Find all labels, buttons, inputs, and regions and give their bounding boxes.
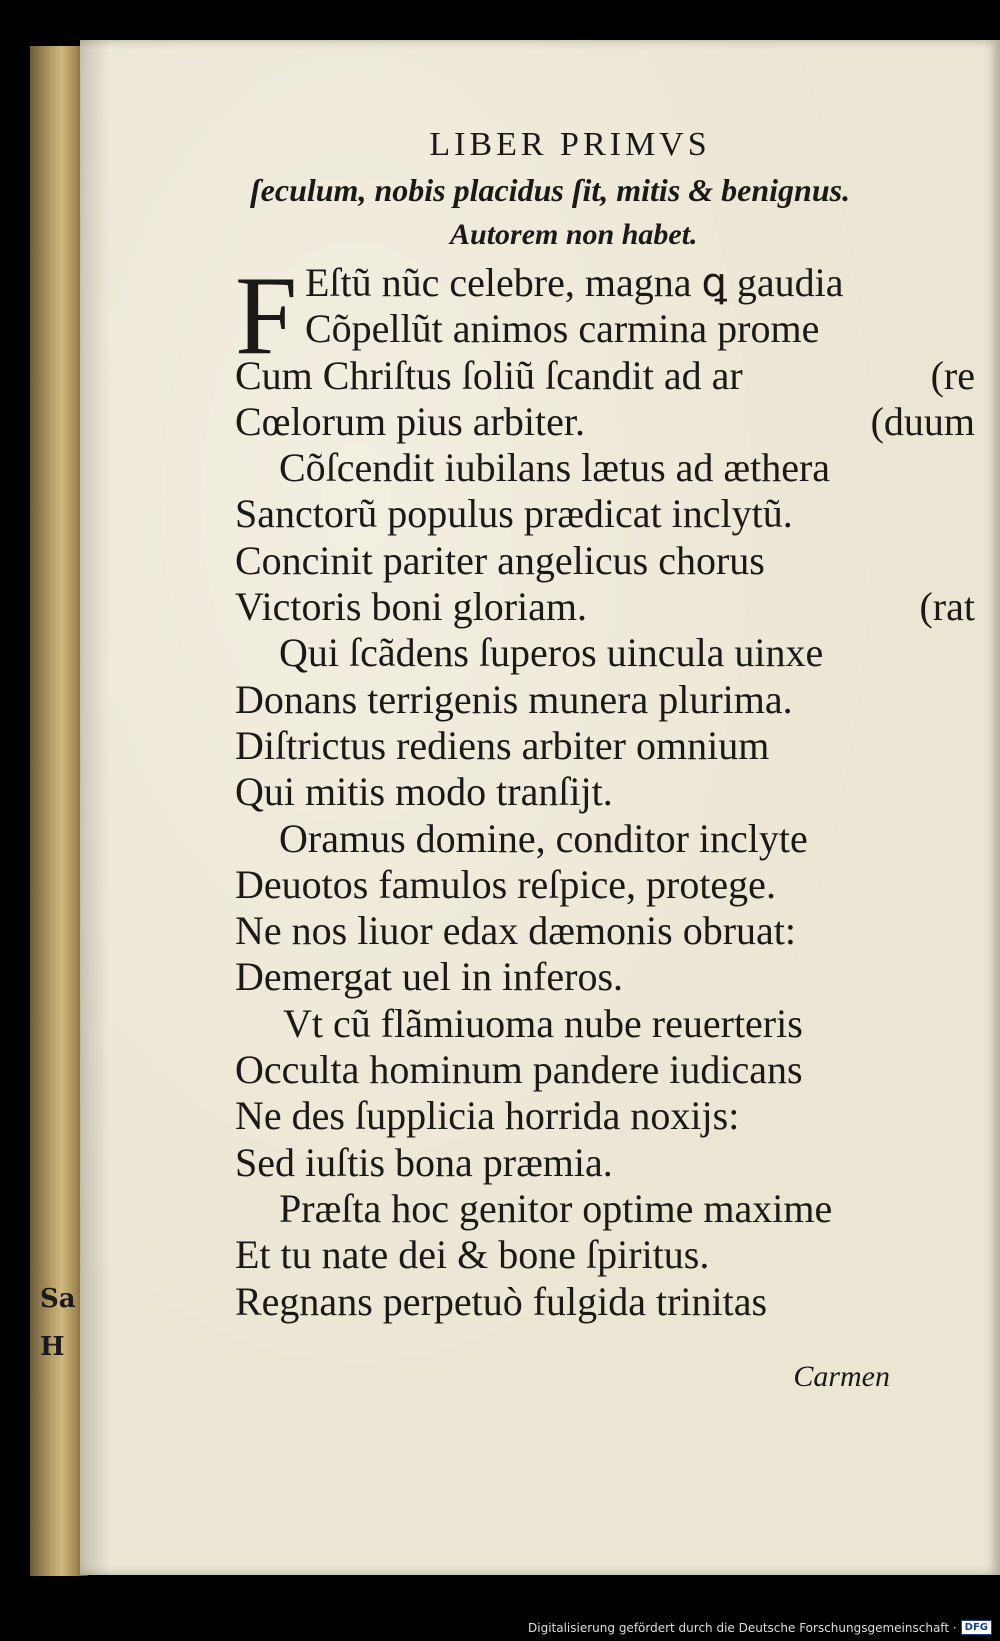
poem-line bbox=[235, 1140, 975, 1186]
poem-line bbox=[235, 399, 975, 445]
poem-line-text: Deuotos famulos reſpice, protege. bbox=[235, 861, 776, 907]
poem-line-text: Victoris boni gloriam. bbox=[235, 584, 587, 630]
poem-text bbox=[235, 254, 975, 1325]
drop-capital: F bbox=[235, 254, 298, 378]
poem-line-text: Ne des ſupplicia horrida noxijs: bbox=[235, 1093, 740, 1139]
poem-line bbox=[235, 862, 975, 908]
poem-line-text: Qui mitis modo tranſijt. bbox=[235, 769, 613, 815]
poem-line-tail: (re bbox=[930, 352, 975, 398]
poem-line bbox=[235, 1186, 975, 1232]
poem-line-text: Occulta hominum pandere iudicans bbox=[235, 1047, 803, 1093]
poem-line-text: Sed iuſtis bona præmia. bbox=[235, 1139, 613, 1185]
poem-line-text: Concinit pariter angelicus chorus bbox=[235, 537, 765, 583]
neighbor-text-2: H bbox=[40, 1332, 65, 1362]
poem-line bbox=[235, 353, 975, 399]
poem-line-text: Præſta hoc genitor optime maxime bbox=[279, 1185, 833, 1231]
digitization-credit bbox=[528, 1620, 992, 1635]
poem-line bbox=[235, 908, 975, 954]
poem-line-text: Cœlorum pius arbiter. bbox=[235, 398, 585, 444]
poem-line-text: Cõſcendit iubilans lætus ad æthera bbox=[279, 445, 831, 491]
poem-line-text: Demergat uel in inferos. bbox=[235, 954, 624, 1000]
poem-line bbox=[235, 816, 975, 862]
poem-line bbox=[235, 630, 975, 676]
poem-line-text: Cum Chriſtus ſoliũ ſcandit ad ar bbox=[235, 352, 743, 398]
poem-line bbox=[235, 1001, 975, 1047]
poem-line-text: Diſtrictus rediens arbiter omnium bbox=[235, 722, 770, 768]
rubric-line-1: ſeculum, nobis placidus ſit, mitis & benignus. bbox=[250, 172, 851, 208]
poem-line bbox=[235, 677, 975, 723]
poem-line-text: Sanctorũ populus prædicat inclytũ. bbox=[235, 491, 793, 537]
poem-line bbox=[235, 491, 975, 537]
poem-line-text: Cõpellũt animos carmina prome bbox=[305, 306, 820, 352]
running-title: LIBER PRIMVS bbox=[429, 126, 711, 163]
poem-line bbox=[235, 1047, 975, 1093]
poem-line bbox=[235, 1093, 975, 1139]
book-page bbox=[80, 40, 1000, 1575]
poem-line bbox=[235, 445, 975, 491]
dfg-logo: DFG bbox=[961, 1620, 992, 1635]
poem-line bbox=[235, 769, 975, 815]
poem-line-text: Vt cũ flãmiuoma nube reuerteris bbox=[283, 1000, 803, 1046]
neighbor-text-1: Sa bbox=[40, 1284, 76, 1314]
poem-line bbox=[235, 1279, 975, 1325]
poem-line bbox=[235, 1232, 975, 1278]
poem-line-text: Donans terrigenis munera plurima. bbox=[235, 676, 793, 722]
poem-line bbox=[235, 584, 975, 630]
poem-line-tail: (rat bbox=[919, 584, 975, 630]
poem-line-text: Ne nos liuor edax dæmonis obruat: bbox=[235, 908, 797, 954]
poem-line bbox=[235, 306, 975, 352]
poem-line bbox=[235, 723, 975, 769]
poem-line-text: Qui ſcãdens ſuperos uincula uinxe bbox=[279, 630, 824, 676]
poem-line bbox=[235, 954, 975, 1000]
poem-line-tail: (duum bbox=[870, 398, 975, 444]
neighbor-page-fragment bbox=[40, 1275, 76, 1371]
catchword: Carmen bbox=[793, 1360, 890, 1393]
poem-line-text: Oramus domine, conditor inclyte bbox=[279, 815, 808, 861]
poem-line-text: Et tu nate dei & bone ſpiritus. bbox=[235, 1232, 710, 1278]
credit-text: Digitalisierung gefördert durch die Deutsche Forschungsgemeinschaft · bbox=[528, 1620, 957, 1635]
poem-line bbox=[235, 260, 975, 306]
poem-line bbox=[235, 538, 975, 584]
poem-line-text: Eſtũ nũc celebre, magna ꝗ gaudia bbox=[305, 260, 844, 305]
rubric-line-2: Autorem non habet. bbox=[450, 218, 698, 251]
poem-line-text: Regnans perpetuò fulgida trinitas bbox=[235, 1278, 768, 1324]
